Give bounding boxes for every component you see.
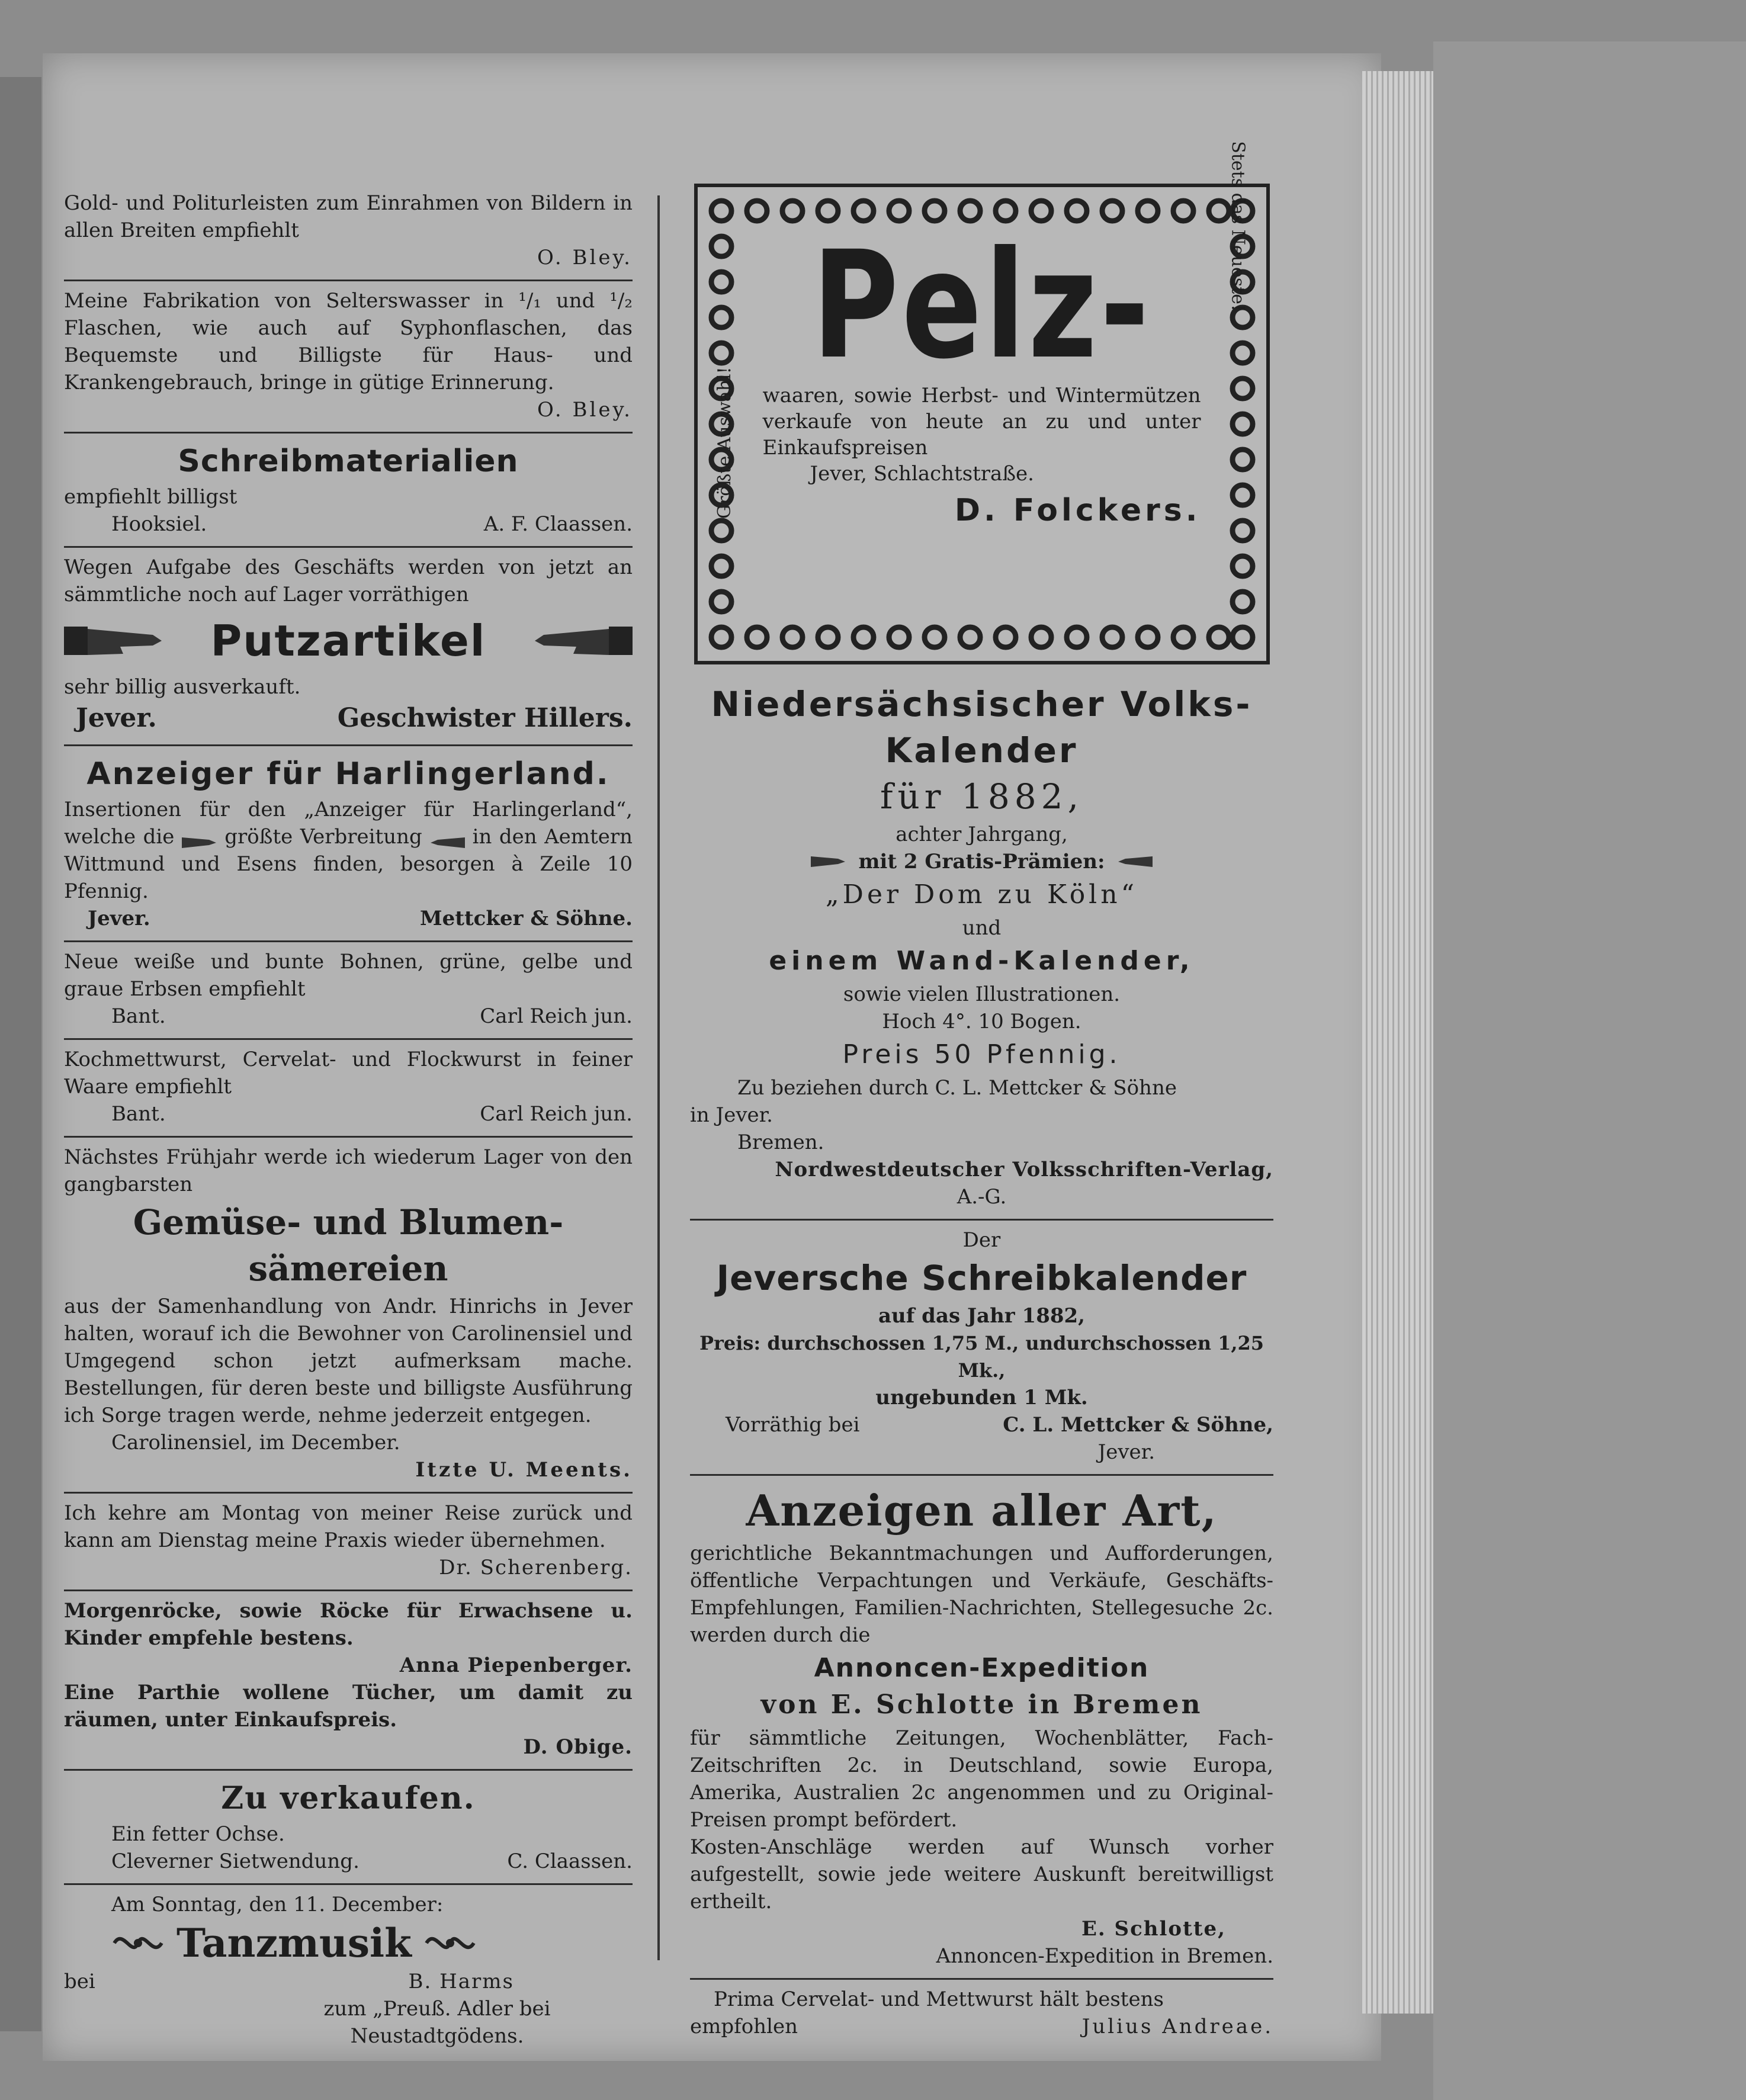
ad-signature: Mettcker & Söhne.	[420, 907, 633, 930]
ad-text-part: größte Verbreitung	[224, 825, 422, 849]
column-divider	[657, 195, 660, 1960]
ad-text: sehr billig ausverkauft.	[64, 675, 301, 699]
ad-signature: B. Harms	[408, 1970, 514, 1993]
ad-bezug: in Jever.	[690, 1103, 773, 1127]
ad-expedition: Annoncen-Expedition	[814, 1653, 1150, 1683]
ad-price: Preis: durchschossen 1,75 M., undurchschossen 1,25 Mk.,	[699, 1332, 1264, 1382]
ad-schlotte: von E. Schlotte in Bremen	[760, 1690, 1203, 1720]
ad-title-row	[64, 1918, 633, 1968]
ad-verlag: Nordwestdeutscher Volksschriften-Verlag,	[775, 1158, 1273, 1181]
ad-signature: Carl Reich jun.	[480, 1004, 633, 1028]
ad-signature: A. F. Claassen.	[483, 512, 633, 536]
ad-text: empfohlen	[690, 2015, 798, 2038]
ad-signature: Geschwister Hillers.	[337, 703, 633, 733]
ad-text: Prima Cervelat- und Mettwurst hält bestens	[714, 1987, 1164, 2011]
book-cover	[1433, 41, 1746, 2100]
ad-verkaufen	[64, 1771, 633, 1885]
ad-signature: C. L. Mettcker & Söhne,	[1003, 1413, 1273, 1437]
right-column	[690, 141, 1273, 2048]
ad-footer	[64, 905, 633, 932]
ad-signature: Dr. Scherenberg.	[439, 1556, 633, 1579]
ad-title: Niedersächsischer Volks-	[711, 684, 1253, 724]
ad-goldleisten	[64, 184, 633, 281]
ad-title: Putzartikel	[210, 616, 486, 666]
ad-title: Anzeigen aller Art,	[746, 1485, 1218, 1536]
ad-text: für sämmtliche Zeitungen, Wochenblätter, Fach-Zeitschriften 2c. in Deutschland, sowie Europa, Amerika, Australien 2c angenommen und zu Original-Preisen prompt befördert.	[690, 1726, 1273, 1832]
ad-signature: C. Claassen.	[507, 1849, 633, 1873]
ornament-icon	[111, 1925, 165, 1961]
ad-footer	[64, 1003, 633, 1030]
ad-title: Pelz-	[811, 219, 1152, 391]
ad-place: Jever.	[1097, 1440, 1155, 1464]
ad-anzeiger-harlingerland	[64, 746, 633, 942]
ad-selterswasser	[64, 281, 633, 434]
ad-signature: Itzte U. Meents.	[415, 1458, 633, 1482]
ad-bezug: Zu beziehen durch C. L. Mettcker & Söhne	[737, 1076, 1177, 1100]
pointing-hand-right-icon	[811, 854, 846, 869]
ad-footer	[690, 1411, 1273, 1438]
ad-tanzmusik	[64, 1885, 633, 2058]
ad-text: Kosten-Anschläge werden auf Wunsch vorher aufgestellt, sowie jede weitere Auskunft bereitwilligst ertheilt.	[690, 1835, 1273, 1913]
ad-footer	[64, 1968, 633, 1995]
ad-bohnen	[64, 942, 633, 1040]
pointing-hand-left-icon	[532, 623, 633, 659]
ad-footer	[64, 510, 633, 538]
ad-footer	[64, 701, 633, 736]
pointing-hand-left-icon	[1117, 854, 1153, 869]
ad-pelz-content	[762, 219, 1201, 619]
ad-signature: Anna Piepenberger.	[399, 1653, 633, 1677]
ad-text-part: in den Aemtern Wittmund und Esens finden, besorgen à Zeile 10 Pfennig.	[64, 825, 633, 903]
ad-title: sämereien	[248, 1248, 448, 1289]
ad-praemien-row	[690, 848, 1273, 875]
ad-text: waaren, sowie Herbst- und Wintermützen verkaufe von heute an zu und unter Einkaufspreisen	[762, 384, 1201, 460]
ad-signature: Annoncen-Expedition in Bremen.	[936, 1944, 1273, 1968]
ad-intro: Nächstes Frühjahr werde ich wiederum Lager von den gangbarsten	[64, 1145, 633, 1196]
ad-signature: E. Schlotte,	[1081, 1917, 1226, 1941]
ad-text: Ich kehre am Montag von meiner Reise zurück und kann am Dienstag meine Praxis wieder übernehmen.	[64, 1501, 633, 1552]
ad-text: Kochmettwurst, Cervelat- und Flockwurst in feiner Waare empfiehlt	[64, 1048, 633, 1099]
ad-place: Bant.	[111, 1004, 166, 1028]
ad-vorraethig: Vorräthig bei	[726, 1413, 860, 1437]
ad-text: Gold- und Politurleisten zum Einrahmen von Bildern in allen Breiten empfiehlt	[64, 191, 633, 242]
ad-place: Jever.	[88, 907, 150, 930]
ad-year: auf das Jahr 1882,	[878, 1304, 1086, 1328]
ad-der: Der	[962, 1228, 1001, 1252]
ad-format: Hoch 4°. 10 Bogen.	[882, 1010, 1081, 1033]
ad-edition: achter Jahrgang,	[896, 823, 1068, 846]
ad-place: Bant.	[111, 1102, 166, 1126]
ad-vertical-text: Stets das Neueste!	[1227, 141, 1248, 312]
ad-schreibkalender	[690, 1221, 1273, 1476]
ad-location: Neustadtgödens.	[350, 2024, 524, 2048]
ad-signature: O. Bley.	[537, 398, 633, 422]
ad-volkskalender	[690, 674, 1273, 1221]
ad-morgenroecke	[64, 1591, 633, 1771]
ad-text: Ein fetter Ochse.	[111, 1822, 285, 1846]
ad-price: Preis 50 Pfennig.	[842, 1039, 1121, 1070]
ad-title: Gemüse- und Blumen-	[133, 1202, 564, 1242]
ad-title-row	[64, 614, 633, 667]
ad-dom: „Der Dom zu Köln“	[825, 879, 1138, 910]
left-column	[64, 184, 633, 2058]
ad-text: aus der Samenhandlung von Andr. Hinrichs in Jever halten, worauf ich die Bewohner von Carolinensiel und Umgegend schon jetzt aufmerksam mache. Bestellungen, für deren beste und billigste Ausführung ich Sorge tragen werde, nehme jederzeit entgegen.	[64, 1295, 633, 1427]
ad-kochmettwurst	[64, 1040, 633, 1138]
ad-text: gerichtliche Bekanntmachungen und Aufforderungen, öffentliche Verpachtungen und Verkäufe, Geschäfts-Empfehlungen, Familien-Nachrichten, Stellegesuche 2c. werden durch die	[690, 1542, 1273, 1647]
pointing-hand-right-icon	[182, 830, 217, 846]
ad-text: Neue weiße und bunte Bohnen, grüne, gelbe und graue Erbsen empfiehlt	[64, 950, 633, 1001]
ad-place: Carolinensiel, im December.	[111, 1431, 400, 1454]
ad-date: Am Sonntag, den 11. December:	[111, 1893, 444, 1916]
ornament-icon	[423, 1925, 477, 1961]
ad-signature: Julius Andreae.	[1081, 2015, 1273, 2038]
pointing-hand-left-icon	[429, 830, 465, 846]
ad-text	[64, 796, 633, 905]
adjacent-page-edge	[0, 77, 41, 2031]
ad-pelz	[694, 141, 1270, 664]
ad-title: Anzeiger für Harlingerland.	[86, 756, 610, 792]
ad-footer	[64, 1100, 633, 1128]
ad-title: Zu verkaufen.	[221, 1780, 476, 1816]
ad-bei: bei	[64, 1970, 95, 1993]
ad-ag: A.-G.	[957, 1185, 1007, 1209]
ad-und: und	[962, 916, 1002, 940]
ad-place: Hooksiel.	[111, 512, 207, 536]
ad-signature: Carl Reich jun.	[480, 1102, 633, 1126]
ad-title: Tanzmusik	[176, 1920, 412, 1966]
ad-price: ungebunden 1 Mk.	[875, 1386, 1088, 1409]
ad-place: Jever, Schlachtstraße.	[810, 462, 1034, 486]
ad-place: Cleverner Sietwendung.	[111, 1849, 360, 1873]
ad-location: zum „Preuß. Adler bei	[323, 1997, 551, 2021]
ad-title: Kalender	[885, 730, 1079, 770]
ad-year: für 1882,	[880, 776, 1084, 817]
ad-wandkalender: einem Wand-Kalender,	[769, 946, 1195, 976]
ad-text: Meine Fabrikation von Selterswasser in ¹/₁ und ¹/₂ Flaschen, wie auch auf Syphonflaschen, das Bequemste und Billigste für Haus- und Krankengebrauch, bringe in gütige Erinnerung.	[64, 289, 633, 394]
pointing-hand-right-icon	[64, 623, 165, 659]
ad-text: empfiehlt billigst	[64, 485, 237, 509]
ad-text: Morgenröcke, sowie Röcke für Erwachsene u. Kinder empfehle bestens.	[64, 1599, 633, 1650]
ad-bremen: Bremen.	[737, 1131, 824, 1154]
ad-scherenberg	[64, 1494, 633, 1591]
ad-title: Jeversche Schreibkalender	[716, 1258, 1247, 1298]
ad-anzeigen-aller-art	[690, 1476, 1273, 1980]
ad-title: Schreibmaterialien	[178, 444, 519, 479]
ad-putzartikel	[64, 548, 633, 746]
ad-cervelat	[690, 1980, 1273, 2048]
ad-schreibmaterialien	[64, 434, 633, 548]
ad-text-part: Insertionen für den „Anzeiger für Harlingerland“, welche die	[64, 798, 633, 849]
ad-signature: D. Obige.	[523, 1735, 633, 1759]
ad-signature: D. Folckers.	[954, 493, 1201, 528]
ad-footer	[690, 2013, 1273, 2040]
book-page-edges	[1362, 71, 1433, 2014]
ad-saemereien	[64, 1138, 633, 1494]
ad-illus: sowie vielen Illustrationen.	[843, 982, 1121, 1006]
ad-vertical-text: Größte Auswahl!	[714, 367, 735, 519]
ad-footer	[64, 1848, 633, 1875]
ad-place: Jever.	[76, 703, 157, 733]
ad-signature: O. Bley.	[537, 246, 633, 269]
ad-intro: Wegen Aufgabe des Geschäfts werden von jetzt an sämmtliche noch auf Lager vorräthigen	[64, 555, 633, 606]
ad-text: Eine Parthie wollene Tücher, um damit zu räumen, unter Einkaufspreis.	[64, 1681, 633, 1732]
ad-praemien: mit 2 Gratis-Prämien:	[858, 850, 1105, 874]
